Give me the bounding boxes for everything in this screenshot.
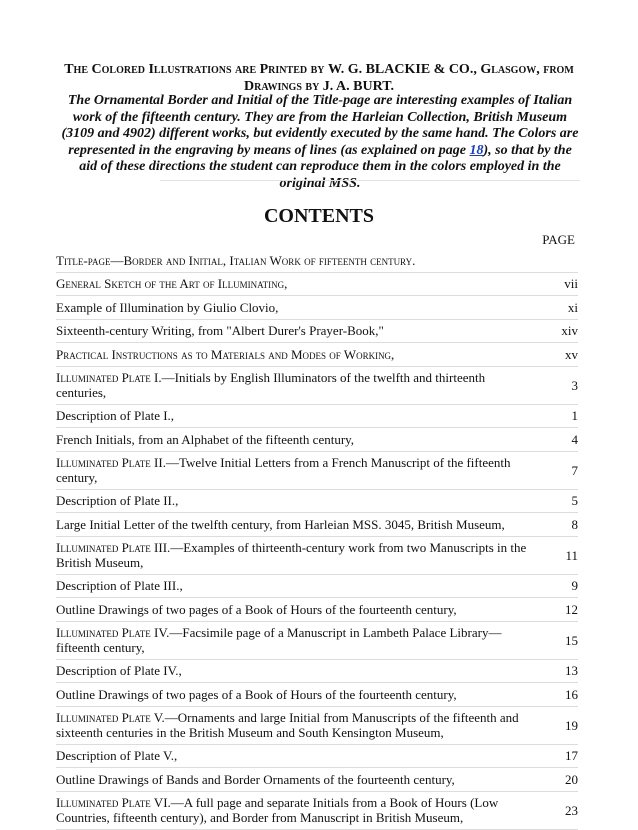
section-divider bbox=[160, 180, 580, 181]
entry-title-text: II.—Twelve Initial Letters from a French Manuscript of the fifteenth century, bbox=[56, 455, 511, 485]
entry-title-prefix: Practical Instructions as to Materials and Modes of Working, bbox=[56, 346, 395, 362]
contents-entry bbox=[56, 490, 578, 514]
entry-title-prefix: Illuminated Plate bbox=[56, 710, 151, 725]
entry-title-prefix: Illuminated Plate bbox=[56, 455, 151, 470]
page-column-header: PAGE bbox=[542, 232, 575, 247]
contents-entry bbox=[56, 792, 578, 830]
entry-title-text: I.—Initials by English Illuminators of the twelfth and thirteenth centuries, bbox=[56, 370, 486, 400]
contents-entry bbox=[56, 428, 578, 452]
contents-entry bbox=[56, 405, 578, 429]
contents-entry bbox=[56, 768, 578, 792]
entry-title-text: Large Initial Letter of the twelfth century, from Harleian MSS. 3045, British Museum, bbox=[56, 516, 505, 532]
contents-entry bbox=[56, 683, 578, 707]
entry-page-number: 8 bbox=[571, 516, 578, 532]
entry-title bbox=[56, 540, 554, 570]
illustration-credit bbox=[56, 61, 582, 95]
entry-title bbox=[56, 493, 554, 508]
entry-title-text: French Initials, from an Alphabet of the fifteenth century, bbox=[56, 431, 355, 447]
entry-page-number: 19 bbox=[565, 717, 578, 733]
contents-entry bbox=[56, 452, 578, 490]
entry-title bbox=[56, 710, 554, 740]
note-text-start: The Ornamental Border and Initial of the Title-page are interesting examples of Italian work of the fifteenth century. They are from the Harleian Collection, British Museum (3109 and 4902) different works, but evidently executed by the same hand. The Colors are represented in the engraving by means of lines (as explained on page bbox=[61, 93, 579, 158]
entry-title-text: VI.—A full page and separate Initials from a Book of Hours (Low Countries, fifteenth century), and Border from Manuscript in British Museum, bbox=[56, 795, 499, 825]
entry-title-text: Sixteenth-century Writing, from "Albert Durer's Prayer-Book," bbox=[56, 323, 384, 339]
entry-page-number: 11 bbox=[565, 547, 578, 563]
contents-entry bbox=[56, 249, 578, 273]
entry-page-number: xv bbox=[565, 346, 578, 362]
credit-artist: J. A. BURT. bbox=[322, 79, 394, 94]
entry-title bbox=[56, 370, 554, 400]
contents-entry bbox=[56, 513, 578, 537]
entry-title-text: Description of Plate I., bbox=[56, 408, 175, 424]
entry-page-number: 16 bbox=[565, 686, 578, 702]
entry-title-prefix: Illuminated Plate bbox=[56, 795, 151, 810]
entry-page-number: xiv bbox=[561, 323, 578, 339]
entry-title-prefix: General Sketch of the Art of Illuminating, bbox=[56, 276, 288, 292]
contents-table bbox=[56, 249, 578, 830]
credit-intro: The Colored Illustrations are Printed by bbox=[64, 62, 328, 77]
entry-title bbox=[56, 300, 554, 315]
entry-title-text: Outline Drawings of two pages of a Book of Hours of the fourteenth century, bbox=[56, 686, 457, 702]
entry-title bbox=[56, 578, 554, 593]
entry-title bbox=[56, 795, 554, 825]
entry-title-text: III.—Examples of thirteenth-century work from two Manuscripts in the British Museum, bbox=[56, 540, 527, 570]
entry-title-text: Example of Illumination by Giulio Clovio, bbox=[56, 299, 279, 315]
contents-entry bbox=[56, 367, 578, 405]
entry-page-number: 9 bbox=[571, 578, 578, 594]
entry-page-number: 23 bbox=[565, 802, 578, 818]
contents-entry bbox=[56, 320, 578, 344]
entry-title bbox=[56, 663, 554, 678]
entry-title-prefix: Illuminated Plate bbox=[56, 540, 151, 555]
contents-entry bbox=[56, 745, 578, 769]
entry-title bbox=[56, 772, 554, 787]
entry-title bbox=[56, 517, 554, 532]
contents-entry bbox=[56, 598, 578, 622]
contents-entry bbox=[56, 296, 578, 320]
entry-title bbox=[56, 625, 554, 655]
entry-page-number: 1 bbox=[571, 408, 578, 424]
entry-title-text: Outline Drawings of Bands and Border Ornaments of the fourteenth century, bbox=[56, 771, 455, 787]
note-text-end: ), so that by the aid of these directions the student can reproduce them in the colors employed in the original MSS. bbox=[79, 142, 572, 191]
entry-title bbox=[56, 253, 554, 268]
entry-title-prefix: Illuminated Plate bbox=[56, 370, 151, 385]
contents-entry bbox=[56, 575, 578, 599]
entry-page-number: 13 bbox=[565, 663, 578, 679]
entry-page-number: 5 bbox=[571, 493, 578, 509]
ornamental-border-note bbox=[58, 93, 582, 193]
entry-page-number: 15 bbox=[565, 632, 578, 648]
entry-title bbox=[56, 748, 554, 763]
entry-title-text: Outline Drawings of two pages of a Book of Hours of the fourteenth century, bbox=[56, 601, 457, 617]
contents-heading: CONTENTS bbox=[263, 205, 375, 227]
entry-title bbox=[56, 455, 554, 485]
contents-entry bbox=[56, 707, 578, 745]
entry-page-number: vii bbox=[564, 276, 578, 292]
entry-page-number: xi bbox=[567, 299, 578, 315]
entry-title bbox=[56, 602, 554, 617]
entry-title bbox=[56, 432, 554, 447]
contents-entry bbox=[56, 537, 578, 575]
contents-entry bbox=[56, 343, 578, 367]
credit-printer: W. G. BLACKIE & CO. bbox=[327, 62, 474, 77]
entry-title-prefix: Title-page bbox=[56, 252, 111, 268]
entry-title-text: —Border and Initial, Italian Work of fifteenth century. bbox=[110, 252, 416, 268]
entry-page-number: 3 bbox=[571, 377, 578, 393]
credit-middle: , Glasgow, from Drawings by bbox=[244, 62, 574, 94]
entry-title bbox=[56, 323, 554, 338]
entry-title-prefix: Illuminated Plate bbox=[56, 625, 151, 640]
entry-title bbox=[56, 276, 554, 291]
entry-page-number: 17 bbox=[565, 748, 578, 764]
contents-entry bbox=[56, 622, 578, 660]
entry-page-number: 12 bbox=[565, 601, 578, 617]
page-link[interactable]: 18 bbox=[469, 142, 484, 158]
entry-title bbox=[56, 408, 554, 423]
entry-title-text: Description of Plate IV., bbox=[56, 663, 182, 679]
contents-entry bbox=[56, 660, 578, 684]
entry-title-text: IV.—Facsimile page of a Manuscript in Lambeth Palace Library—fifteenth century, bbox=[56, 625, 502, 655]
entry-page-number: 20 bbox=[565, 771, 578, 787]
entry-title-text: Description of Plate V., bbox=[56, 748, 178, 764]
entry-page-number: 7 bbox=[571, 462, 578, 478]
contents-entry bbox=[56, 273, 578, 297]
entry-title-text: Description of Plate II., bbox=[56, 493, 179, 509]
entry-title bbox=[56, 687, 554, 702]
entry-title-text: Description of Plate III., bbox=[56, 578, 183, 594]
entry-title-text: V.—Ornaments and large Initial from Manuscripts of the fifteenth and sixteenth centuries in the British Museum and South Kensington Museum, bbox=[56, 710, 519, 740]
entry-page-number: 4 bbox=[571, 431, 578, 447]
entry-title bbox=[56, 347, 554, 362]
